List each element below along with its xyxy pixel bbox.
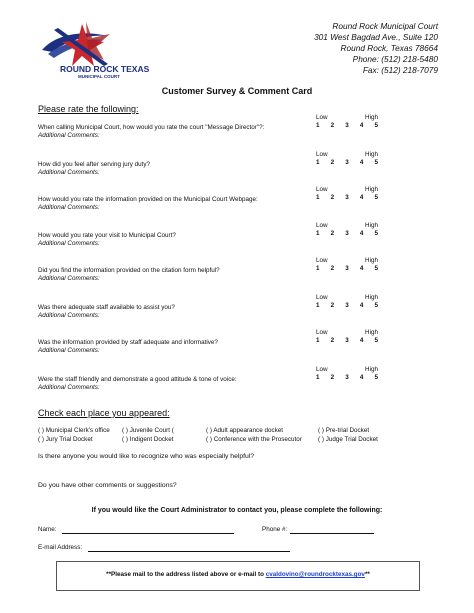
high-label: High (365, 114, 378, 121)
name-label: Name: (38, 526, 57, 533)
logo-text: ROUND ROCK TEXAS (60, 64, 150, 74)
additional-comments-label[interactable]: Additional Comments: (38, 384, 100, 391)
court-logo (38, 20, 163, 82)
rating-scale[interactable] (316, 114, 378, 130)
rating-option[interactable]: 4 (359, 194, 364, 201)
rating-option[interactable]: 4 (359, 374, 364, 381)
rating-option[interactable]: 3 (345, 302, 349, 309)
rating-option[interactable]: 3 (345, 159, 349, 166)
additional-comments-label[interactable]: Additional Comments: (38, 312, 100, 319)
mail-note-prefix: **Please mail to the address listed above or e-mail to (106, 571, 266, 578)
low-label: Low (316, 329, 328, 336)
email-label: E-mail Address: (38, 544, 83, 551)
rating-option[interactable]: 3 (345, 265, 349, 272)
question-text: When calling Municipal Court, how would you rate the court "Message Director"?: (38, 124, 265, 131)
rating-option[interactable]: 3 (345, 122, 349, 129)
rating-scale[interactable] (316, 366, 378, 382)
rating-option[interactable]: 1 (316, 159, 320, 166)
high-label: High (365, 294, 378, 301)
logo-subtext: MUNICIPAL COURT (78, 74, 120, 79)
rating-scale[interactable] (316, 329, 378, 345)
rating-option[interactable]: 2 (330, 265, 335, 272)
appeared-option[interactable]: ( ) Indigent Docket (122, 436, 174, 443)
rating-scale[interactable] (316, 222, 378, 238)
address-line: Round Rock, Texas 78664 (340, 43, 438, 53)
rating-option[interactable]: 3 (345, 374, 349, 381)
court-address (314, 21, 438, 76)
address-line: Fax: (512) 218-7079 (362, 65, 438, 75)
rating-option[interactable]: 4 (359, 230, 364, 237)
low-label: Low (316, 257, 328, 264)
contact-heading: If you would like the Court Administrator to contact you, please complete the following: (91, 507, 383, 514)
rating-option[interactable]: 5 (374, 159, 378, 166)
phone-field[interactable] (290, 533, 374, 534)
high-label: High (365, 257, 378, 264)
appeared-option[interactable]: ( ) Conference with the Prosecutor (206, 436, 302, 443)
appeared-option[interactable]: ( ) Juvenile Court ( (122, 427, 174, 434)
rating-option[interactable]: 2 (330, 302, 335, 309)
additional-comments-label[interactable]: Additional Comments: (38, 132, 100, 139)
rating-option[interactable]: 4 (359, 302, 364, 309)
low-label: Low (316, 366, 328, 373)
appeared-option[interactable]: ( ) Pre-trial Docket (318, 427, 370, 434)
rating-scale[interactable] (316, 186, 378, 202)
high-label: High (365, 329, 378, 336)
rating-option[interactable]: 4 (359, 159, 364, 166)
question-text: How would you rate the information provided on the Municipal Court Webpage: (38, 196, 258, 203)
additional-comments-label[interactable]: Additional Comments: (38, 204, 100, 211)
low-label: Low (316, 186, 328, 193)
rating-option[interactable]: 1 (316, 374, 320, 381)
rating-option[interactable]: 2 (330, 194, 335, 201)
rating-option[interactable]: 2 (330, 374, 335, 381)
comments-question: Do you have other comments or suggestions? (38, 482, 177, 489)
additional-comments-label[interactable]: Additional Comments: (38, 169, 100, 176)
rating-option[interactable]: 1 (316, 194, 320, 201)
question-text: Were the staff friendly and demonstrate a good attitude & tone of voice: (38, 376, 237, 383)
rating-option[interactable]: 5 (374, 230, 378, 237)
additional-comments-label[interactable]: Additional Comments: (38, 347, 100, 354)
additional-comments-label[interactable]: Additional Comments: (38, 275, 100, 282)
rating-option[interactable]: 4 (359, 337, 364, 344)
appeared-option[interactable]: ( ) Jury Trial Docket (38, 436, 93, 443)
page-title: Customer Survey & Comment Card (161, 86, 313, 96)
low-label: Low (316, 114, 328, 121)
rating-question (38, 339, 218, 355)
rating-scale[interactable] (316, 151, 378, 167)
high-label: High (365, 222, 378, 229)
additional-comments-label[interactable]: Additional Comments: (38, 240, 100, 247)
rating-option[interactable]: 5 (374, 265, 378, 272)
rating-option[interactable]: 1 (316, 337, 320, 344)
email-link[interactable]: cvaldovino@roundrocktexas.gov (265, 571, 365, 578)
appeared-heading: Check each place you appeared: (38, 408, 170, 418)
question-text: Did you find the information provided on the citation form helpful? (38, 267, 220, 274)
address-line: Phone: (512) 218-5480 (352, 54, 438, 64)
rating-question (38, 376, 237, 392)
rating-option[interactable]: 4 (359, 122, 364, 129)
address-line: Round Rock Municipal Court (332, 21, 438, 31)
rating-question (38, 267, 220, 283)
low-label: Low (316, 222, 328, 229)
rating-scale[interactable] (316, 257, 378, 273)
appeared-option[interactable]: ( ) Adult appearance docket (206, 427, 284, 434)
rating-heading: Please rate the following: (38, 104, 139, 114)
low-label: Low (316, 151, 328, 158)
rating-option[interactable]: 1 (316, 265, 320, 272)
rating-option[interactable]: 5 (374, 122, 378, 129)
high-label: High (365, 151, 378, 158)
name-field[interactable] (62, 533, 234, 534)
rating-option[interactable]: 5 (374, 302, 378, 309)
rating-option[interactable]: 1 (316, 302, 320, 309)
address-line: 301 West Bagdad Ave., Suite 120 (314, 32, 438, 42)
rating-option[interactable]: 2 (330, 159, 335, 166)
high-label: High (365, 366, 378, 373)
rating-option[interactable]: 5 (374, 194, 378, 201)
appeared-option[interactable]: ( ) Municipal Clerk's office (38, 427, 110, 434)
rating-scale[interactable] (316, 294, 378, 310)
rating-option[interactable]: 4 (359, 265, 364, 272)
rating-option[interactable]: 2 (330, 230, 335, 237)
rating-question (38, 232, 176, 248)
rating-option[interactable]: 2 (330, 337, 335, 344)
rating-option[interactable]: 5 (374, 374, 378, 381)
mail-note-suffix: ** (364, 571, 370, 578)
appeared-option[interactable]: ( ) Judge Trial Docket (318, 436, 378, 443)
question-text: How would you rate your visit to Municipal Court? (38, 232, 176, 239)
phone-label: Phone #: (262, 526, 288, 533)
rating-question (38, 124, 264, 140)
rating-option[interactable]: 5 (374, 337, 378, 344)
question-text: How did you feel after serving jury duty? (38, 161, 151, 168)
mail-note (56, 571, 420, 578)
rating-question (38, 161, 150, 177)
recognize-question: Is there anyone you would like to recognize who was especially helpful? (38, 453, 255, 460)
rating-option[interactable]: 3 (345, 194, 349, 201)
rating-option[interactable]: 1 (316, 122, 320, 129)
rating-option[interactable]: 1 (316, 230, 320, 237)
rating-option[interactable]: 2 (330, 122, 335, 129)
rating-option[interactable]: 3 (345, 337, 349, 344)
question-text: Was there adequate staff available to assist you? (38, 304, 175, 311)
high-label: High (365, 186, 378, 193)
email-field[interactable] (88, 551, 290, 552)
question-text: Was the information provided by staff adequate and informative? (38, 339, 218, 346)
rating-question (38, 196, 258, 212)
rating-option[interactable]: 3 (345, 230, 349, 237)
rating-question (38, 304, 175, 320)
low-label: Low (316, 294, 328, 301)
